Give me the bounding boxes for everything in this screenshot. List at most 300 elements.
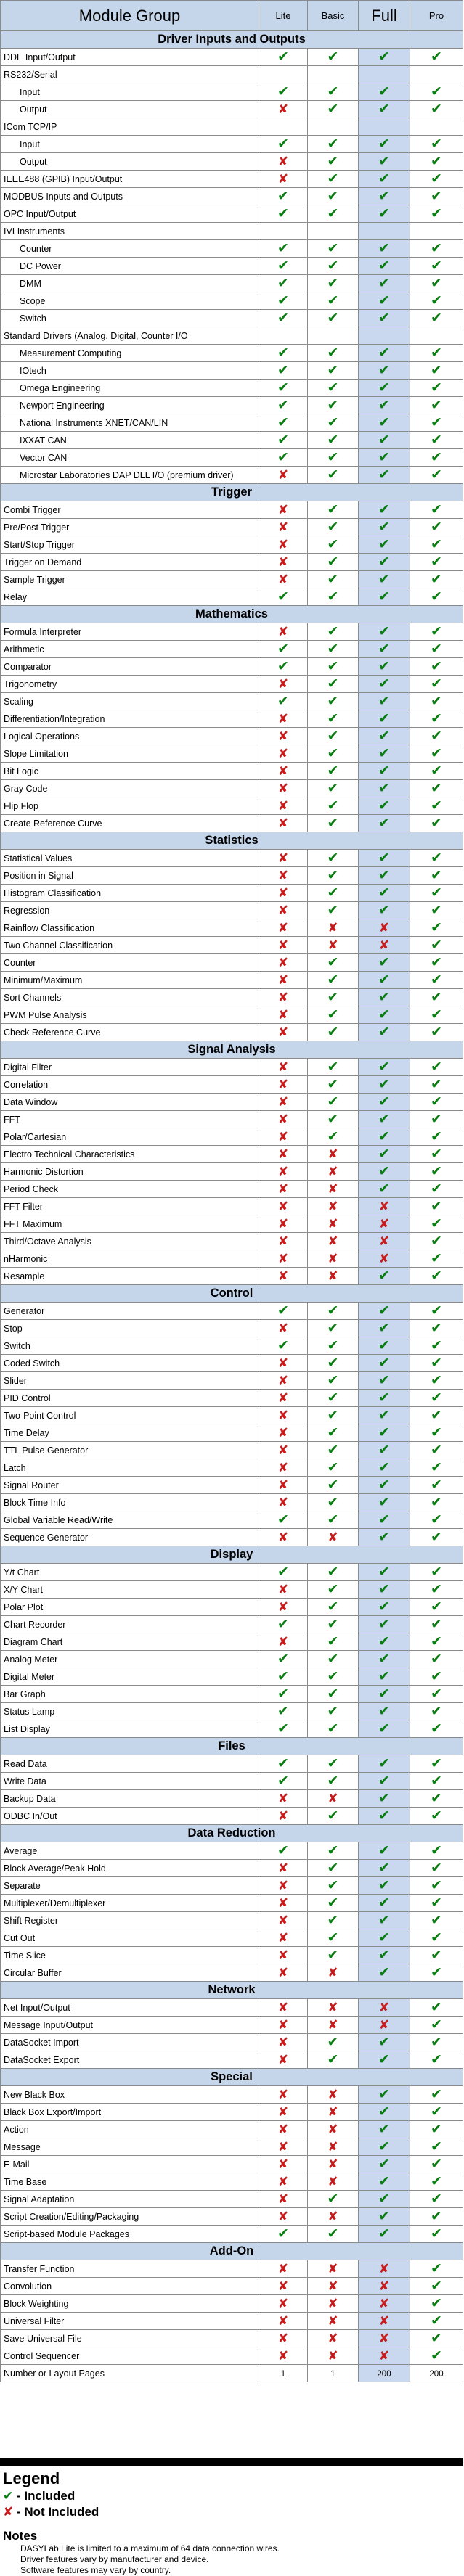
table-row bbox=[0, 1895, 463, 1912]
check-icon: ✔ bbox=[277, 136, 289, 152]
cross-icon: ✘ bbox=[327, 2175, 338, 2189]
module-name: IOtech bbox=[0, 362, 259, 380]
module-name: Statistical Values bbox=[0, 850, 259, 867]
module-name: Regression bbox=[0, 902, 259, 919]
module-name: Pre/Post Trigger bbox=[0, 519, 259, 536]
check-icon: ✔ bbox=[277, 1704, 289, 1719]
cross-icon: ✘ bbox=[277, 2262, 289, 2276]
cell-basic bbox=[308, 1842, 359, 1860]
cell-full bbox=[359, 1511, 410, 1529]
cell-pro bbox=[410, 1250, 463, 1268]
page-count: 200 bbox=[429, 2369, 444, 2379]
cell-full bbox=[359, 728, 410, 745]
check-icon: ✔ bbox=[327, 1059, 339, 1075]
cell-basic bbox=[308, 136, 359, 153]
check-icon: ✔ bbox=[277, 1303, 289, 1318]
cell-basic bbox=[308, 380, 359, 397]
cross-icon: ✘ bbox=[277, 1078, 289, 1091]
cell-pro bbox=[410, 1964, 463, 1982]
table-row bbox=[0, 1111, 463, 1128]
cross-icon: ✘ bbox=[277, 555, 289, 569]
table-row bbox=[0, 745, 463, 763]
cell-lite bbox=[259, 1303, 308, 1320]
table-row bbox=[0, 1929, 463, 1947]
cell-full bbox=[359, 1790, 410, 1808]
module-name: Switch bbox=[0, 310, 259, 327]
table-row bbox=[0, 815, 463, 832]
cross-icon: ✘ bbox=[277, 2210, 289, 2223]
cell-basic bbox=[308, 223, 359, 240]
check-icon: ✔ bbox=[431, 1895, 442, 1911]
check-icon: ✔ bbox=[431, 1460, 442, 1475]
module-name: Comparator bbox=[0, 658, 259, 676]
check-icon: ✔ bbox=[431, 1338, 442, 1353]
table-row bbox=[0, 1355, 463, 1372]
cell-lite bbox=[259, 2208, 308, 2226]
cross-icon: ✘ bbox=[277, 1008, 289, 1022]
check-icon: ✔ bbox=[378, 1007, 390, 1022]
cross-icon: ✘ bbox=[327, 921, 338, 935]
cell-lite bbox=[259, 1581, 308, 1599]
module-name: Correlation bbox=[0, 1076, 259, 1094]
check-icon: ✔ bbox=[431, 102, 442, 117]
cell-lite bbox=[259, 292, 308, 310]
table-row bbox=[0, 2347, 463, 2365]
check-icon: ✔ bbox=[327, 1303, 339, 1318]
module-name: National Instruments XNET/CAN/LIN bbox=[0, 414, 259, 432]
cross-icon: ✘ bbox=[277, 1896, 289, 1910]
cell-full bbox=[359, 2295, 410, 2313]
cell-full bbox=[359, 118, 410, 136]
cell-lite bbox=[259, 205, 308, 223]
check-icon: ✔ bbox=[378, 49, 390, 65]
check-icon: ✔ bbox=[378, 2122, 390, 2137]
module-name: Separate bbox=[0, 1877, 259, 1895]
cell-pro bbox=[410, 2347, 463, 2365]
module-name: Counter bbox=[0, 954, 259, 972]
check-icon: ✔ bbox=[431, 763, 442, 779]
check-icon: ✔ bbox=[327, 1878, 339, 1893]
cell-pro bbox=[410, 815, 463, 832]
cross-icon: ✘ bbox=[378, 921, 390, 935]
cell-full bbox=[359, 275, 410, 292]
cell-full bbox=[359, 1633, 410, 1651]
table-row bbox=[0, 554, 463, 571]
check-icon: ✔ bbox=[327, 955, 339, 970]
cell-lite bbox=[259, 1651, 308, 1668]
section-header-row bbox=[0, 1982, 463, 1999]
cell-pro bbox=[410, 571, 463, 588]
table-row bbox=[0, 2260, 463, 2278]
cross-icon: ✘ bbox=[378, 938, 390, 952]
cell-pro bbox=[410, 676, 463, 693]
module-name: DataSocket Import bbox=[0, 2034, 259, 2051]
table-row bbox=[0, 2104, 463, 2121]
cell-full bbox=[359, 432, 410, 449]
cell-basic bbox=[308, 2034, 359, 2051]
cross-icon: ✘ bbox=[327, 1182, 338, 1196]
check-icon: ✔ bbox=[431, 1686, 442, 1702]
cell-lite bbox=[259, 223, 308, 240]
cross-icon: ✘ bbox=[277, 2331, 289, 2345]
cell-basic bbox=[308, 2104, 359, 2121]
cell-lite bbox=[259, 118, 308, 136]
cell-pro bbox=[410, 554, 463, 571]
cross-icon: ✘ bbox=[277, 747, 289, 760]
module-name: DDE Input/Output bbox=[0, 49, 259, 66]
table-row bbox=[0, 1024, 463, 1041]
cell-full bbox=[359, 1024, 410, 1041]
cell-basic bbox=[308, 780, 359, 797]
section-title: Network bbox=[0, 1982, 463, 1999]
check-icon: ✔ bbox=[431, 276, 442, 291]
check-icon: ✔ bbox=[277, 1843, 289, 1858]
table-row bbox=[0, 1616, 463, 1633]
cell-full bbox=[359, 1390, 410, 1407]
cell-pro bbox=[410, 2121, 463, 2138]
check-icon: ✔ bbox=[431, 1007, 442, 1022]
cell-pro bbox=[410, 972, 463, 989]
cell-pro bbox=[410, 728, 463, 745]
cross-icon: ✘ bbox=[277, 1356, 289, 1370]
cell-lite bbox=[259, 710, 308, 728]
check-icon: ✔ bbox=[327, 1564, 339, 1580]
check-icon: ✔ bbox=[431, 2348, 442, 2363]
cell-basic bbox=[308, 536, 359, 554]
table-row bbox=[0, 1686, 463, 1703]
check-icon: ✔ bbox=[277, 1652, 289, 1667]
check-icon: ✔ bbox=[378, 1913, 390, 1928]
cell-basic bbox=[308, 1390, 359, 1407]
table-row bbox=[0, 1407, 463, 1424]
cell-full bbox=[359, 1424, 410, 1442]
cell-pro bbox=[410, 1511, 463, 1529]
check-icon: ✔ bbox=[378, 502, 390, 517]
cell-full bbox=[359, 2365, 410, 2382]
check-icon: ✔ bbox=[327, 2035, 339, 2050]
check-icon: ✔ bbox=[378, 1164, 390, 1179]
module-name: Diagram Chart bbox=[0, 1633, 259, 1651]
check-icon: ✔ bbox=[378, 1808, 390, 1824]
table-row bbox=[0, 1633, 463, 1651]
cell-basic bbox=[308, 1372, 359, 1390]
cell-full bbox=[359, 1094, 410, 1111]
check-icon: ✔ bbox=[431, 2313, 442, 2329]
check-icon: ✔ bbox=[431, 2017, 442, 2033]
cross-icon: ✘ bbox=[327, 1147, 338, 1161]
cell-pro bbox=[410, 397, 463, 414]
table-row bbox=[0, 1947, 463, 1964]
check-icon: ✔ bbox=[378, 1025, 390, 1040]
cross-icon: ✘ bbox=[277, 1408, 289, 1422]
cross-icon: ✘ bbox=[277, 1060, 289, 1074]
cell-full bbox=[359, 1529, 410, 1546]
table-row bbox=[0, 258, 463, 275]
module-name: Black Box Export/Import bbox=[0, 2104, 259, 2121]
cell-lite bbox=[259, 571, 308, 588]
table-row bbox=[0, 1477, 463, 1494]
cell-lite bbox=[259, 1633, 308, 1651]
cell-basic bbox=[308, 1163, 359, 1181]
table-row bbox=[0, 954, 463, 972]
check-icon: ✔ bbox=[431, 1373, 442, 1388]
cell-pro bbox=[410, 1094, 463, 1111]
table-row bbox=[0, 1773, 463, 1790]
cell-lite bbox=[259, 467, 308, 484]
cross-icon: ✘ bbox=[277, 2105, 289, 2119]
module-name: Rainflow Classification bbox=[0, 919, 259, 937]
cell-pro bbox=[410, 1320, 463, 1337]
table-row bbox=[0, 1912, 463, 1929]
cell-full bbox=[359, 954, 410, 972]
cross-icon: ✘ bbox=[378, 1252, 390, 1266]
cell-lite bbox=[259, 1720, 308, 1738]
cell-basic bbox=[308, 118, 359, 136]
cross-icon: ✘ bbox=[277, 973, 289, 987]
cell-lite bbox=[259, 1355, 308, 1372]
table-row bbox=[0, 1860, 463, 1877]
cell-pro bbox=[410, 693, 463, 710]
module-name: DC Power bbox=[0, 258, 259, 275]
check-icon: ✔ bbox=[431, 903, 442, 918]
module-name: Script-based Module Packages bbox=[0, 2226, 259, 2243]
check-icon: ✔ bbox=[431, 2191, 442, 2207]
check-icon: ✔ bbox=[431, 520, 442, 535]
table-row bbox=[0, 588, 463, 606]
check-icon: ✔ bbox=[431, 311, 442, 326]
check-icon: ✔ bbox=[431, 415, 442, 430]
cell-pro bbox=[410, 1355, 463, 1372]
cell-basic bbox=[308, 588, 359, 606]
check-icon: ✔ bbox=[327, 345, 339, 361]
cross-icon: ✘ bbox=[327, 2297, 338, 2310]
cell-full bbox=[359, 1842, 410, 1860]
cell-lite bbox=[259, 327, 308, 345]
check-icon: ✔ bbox=[378, 1669, 390, 1684]
table-row bbox=[0, 1250, 463, 1268]
cell-lite bbox=[259, 2173, 308, 2191]
cell-full bbox=[359, 797, 410, 815]
cell-pro bbox=[410, 1163, 463, 1181]
table-row bbox=[0, 902, 463, 919]
cell-basic bbox=[308, 2173, 359, 2191]
cell-lite bbox=[259, 2086, 308, 2104]
cell-basic bbox=[308, 1755, 359, 1773]
table-row bbox=[0, 623, 463, 641]
cell-pro bbox=[410, 2104, 463, 2121]
cell-basic bbox=[308, 1912, 359, 1929]
table-row bbox=[0, 1790, 463, 1808]
cell-pro bbox=[410, 258, 463, 275]
cross-icon: ✘ bbox=[378, 1199, 390, 1213]
section-header-row bbox=[0, 1825, 463, 1842]
section-header-row bbox=[0, 1738, 463, 1755]
cell-lite bbox=[259, 2313, 308, 2330]
section-header-row bbox=[0, 1285, 463, 1303]
section-header-row bbox=[0, 1041, 463, 1059]
cell-full bbox=[359, 1929, 410, 1947]
cell-basic bbox=[308, 275, 359, 292]
check-icon: ✔ bbox=[378, 955, 390, 970]
module-name: Shift Register bbox=[0, 1912, 259, 1929]
check-icon: ✔ bbox=[431, 1321, 442, 1336]
check-icon: ✔ bbox=[327, 1338, 339, 1353]
check-icon: ✔ bbox=[378, 171, 390, 186]
check-icon: ✔ bbox=[378, 467, 390, 483]
cross-icon: ✘ bbox=[277, 938, 289, 952]
check-icon: ✔ bbox=[277, 432, 289, 448]
check-icon: ✔ bbox=[378, 624, 390, 639]
cross-icon: ✘ bbox=[277, 764, 289, 778]
check-icon: ✔ bbox=[378, 1582, 390, 1597]
check-icon: ✔ bbox=[327, 2226, 339, 2241]
cell-pro bbox=[410, 1808, 463, 1825]
cell-lite bbox=[259, 2191, 308, 2208]
cell-lite bbox=[259, 641, 308, 658]
cell-pro bbox=[410, 345, 463, 362]
check-icon: ✔ bbox=[431, 1268, 442, 1284]
cross-icon: ✘ bbox=[327, 2122, 338, 2136]
check-icon: ✔ bbox=[378, 2035, 390, 2050]
cell-basic bbox=[308, 2226, 359, 2243]
check-icon: ✔ bbox=[378, 258, 390, 274]
check-icon: ✔ bbox=[327, 1721, 339, 1736]
cell-pro bbox=[410, 153, 463, 171]
cross-icon: ✘ bbox=[277, 1913, 289, 1927]
table-row bbox=[0, 327, 463, 345]
cell-pro bbox=[410, 362, 463, 380]
check-icon: ✔ bbox=[431, 1495, 442, 1510]
cell-pro bbox=[410, 1947, 463, 1964]
module-name: Two-Point Control bbox=[0, 1407, 259, 1424]
module-name: PWM Pulse Analysis bbox=[0, 1006, 259, 1024]
check-icon: ✔ bbox=[277, 49, 289, 65]
cell-lite bbox=[259, 2347, 308, 2365]
check-icon: ✔ bbox=[327, 171, 339, 186]
cell-basic bbox=[308, 1268, 359, 1285]
cell-basic bbox=[308, 1964, 359, 1982]
check-icon: ✔ bbox=[277, 1773, 289, 1789]
cell-pro bbox=[410, 1842, 463, 1860]
table-row bbox=[0, 2295, 463, 2313]
check-icon: ✔ bbox=[327, 2191, 339, 2207]
cross-icon: ✘ bbox=[378, 2331, 390, 2345]
check-icon: ✔ bbox=[431, 1634, 442, 1649]
cell-lite bbox=[259, 1337, 308, 1355]
check-icon: ✔ bbox=[431, 467, 442, 483]
check-icon: ✔ bbox=[431, 729, 442, 744]
note-line: Software features may vary by country. bbox=[20, 2565, 171, 2575]
cell-pro bbox=[410, 2138, 463, 2156]
cell-pro bbox=[410, 2313, 463, 2330]
table-row bbox=[0, 1337, 463, 1355]
module-name: Circular Buffer bbox=[0, 1964, 259, 1982]
cross-icon: ✘ bbox=[277, 1809, 289, 1823]
check-icon: ✔ bbox=[431, 1704, 442, 1719]
cell-basic bbox=[308, 2347, 359, 2365]
cell-pro bbox=[410, 2173, 463, 2191]
cross-icon: ✘ bbox=[277, 903, 289, 917]
check-icon: ✔ bbox=[327, 398, 339, 413]
table-row bbox=[0, 501, 463, 519]
cell-lite bbox=[259, 2138, 308, 2156]
cross-icon: ✘ bbox=[327, 1217, 338, 1231]
cell-lite bbox=[259, 815, 308, 832]
cell-basic bbox=[308, 850, 359, 867]
check-icon: ✔ bbox=[327, 1913, 339, 1928]
module-name: List Display bbox=[0, 1720, 259, 1738]
module-name: Status Lamp bbox=[0, 1703, 259, 1720]
cell-lite bbox=[259, 1163, 308, 1181]
module-name: Switch bbox=[0, 1337, 259, 1355]
cell-full bbox=[359, 554, 410, 571]
cell-basic bbox=[308, 467, 359, 484]
cross-icon: ✘ bbox=[277, 2297, 289, 2310]
header-module-group: Module Group bbox=[0, 0, 259, 31]
table-row bbox=[0, 1424, 463, 1442]
check-icon: ✔ bbox=[378, 1791, 390, 1806]
cell-basic bbox=[308, 1999, 359, 2017]
cell-pro bbox=[410, 1076, 463, 1094]
check-icon: ✔ bbox=[327, 850, 339, 866]
cell-full bbox=[359, 571, 410, 588]
module-name: Control Sequencer bbox=[0, 2347, 259, 2365]
module-name: Bit Logic bbox=[0, 763, 259, 780]
cross-icon: ✘ bbox=[378, 2018, 390, 2032]
check-icon: ✔ bbox=[327, 1007, 339, 1022]
module-name: Signal Router bbox=[0, 1477, 259, 1494]
cell-pro bbox=[410, 954, 463, 972]
table-row bbox=[0, 362, 463, 380]
cell-pro bbox=[410, 1755, 463, 1773]
cross-icon: ✘ bbox=[327, 2279, 338, 2293]
cross-icon: ✘ bbox=[327, 1530, 338, 1544]
cell-basic bbox=[308, 1599, 359, 1616]
check-icon: ✔ bbox=[431, 2052, 442, 2067]
module-name: Microstar Laboratories DAP DLL I/O (premium driver) bbox=[0, 467, 259, 484]
cell-pro bbox=[410, 1215, 463, 1233]
cell-lite bbox=[259, 780, 308, 797]
cell-full bbox=[359, 310, 410, 327]
header-basic: Basic bbox=[308, 0, 359, 31]
cell-basic bbox=[308, 1616, 359, 1633]
cell-full bbox=[359, 1233, 410, 1250]
cell-basic bbox=[308, 2138, 359, 2156]
check-icon: ✔ bbox=[327, 763, 339, 779]
module-name: Harmonic Distortion bbox=[0, 1163, 259, 1181]
legend-included bbox=[3, 2488, 462, 2504]
check-icon: ✔ bbox=[378, 206, 390, 221]
check-icon: ✔ bbox=[327, 520, 339, 535]
cross-icon: ✘ bbox=[277, 1234, 289, 1248]
table-row bbox=[0, 885, 463, 902]
header-full: Full bbox=[359, 0, 410, 31]
table-row bbox=[0, 153, 463, 171]
cell-pro bbox=[410, 2086, 463, 2104]
module-name: Bar Graph bbox=[0, 1686, 259, 1703]
check-icon: ✔ bbox=[431, 781, 442, 796]
check-icon: ✔ bbox=[431, 1617, 442, 1632]
cell-full bbox=[359, 1668, 410, 1686]
module-name: Start/Stop Trigger bbox=[0, 536, 259, 554]
cell-lite bbox=[259, 2051, 308, 2069]
cell-full bbox=[359, 49, 410, 66]
cell-basic bbox=[308, 1006, 359, 1024]
cell-lite bbox=[259, 728, 308, 745]
check-icon: ✔ bbox=[431, 2331, 442, 2346]
cross-icon: ✘ bbox=[277, 729, 289, 743]
cell-lite bbox=[259, 1024, 308, 1041]
